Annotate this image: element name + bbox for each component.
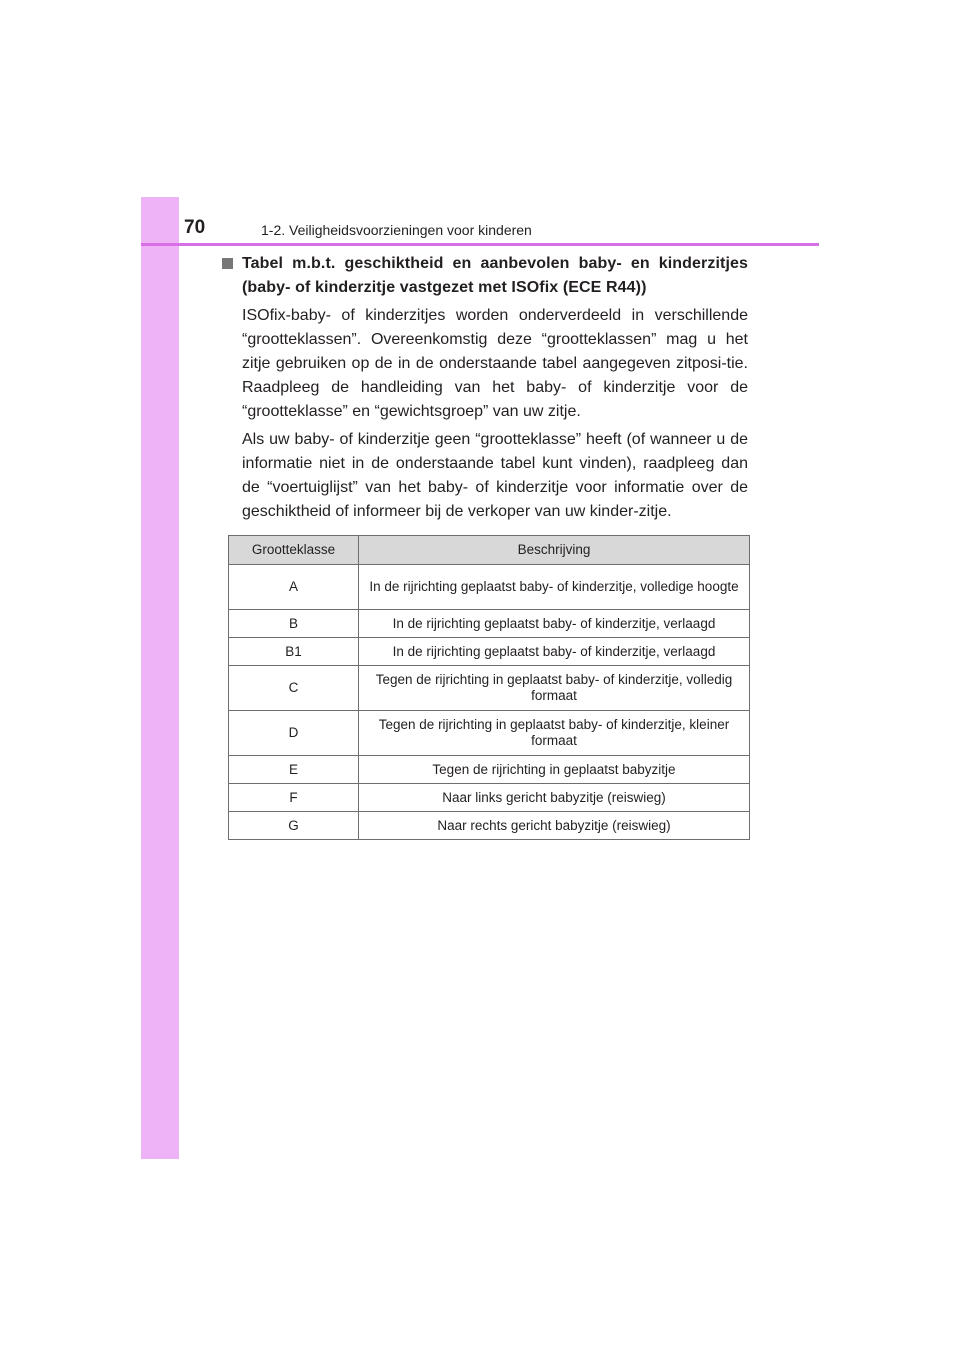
- section-title: 1-2. Veiligheidsvoorzieningen voor kinderen: [261, 222, 532, 238]
- size-cell: B: [229, 610, 359, 638]
- description-cell: Naar rechts gericht babyzitje (reiswieg): [359, 812, 750, 840]
- size-cell: A: [229, 565, 359, 610]
- size-cell: B1: [229, 638, 359, 666]
- description-cell: In de rijrichting geplaatst baby- of kinderzitje, volledige hoogte: [359, 565, 750, 610]
- subsection-heading-text: Tabel m.b.t. geschiktheid en aanbevolen baby- en kinderzitjes (baby- of kinderzitje vastgezet met ISOfix (ECE R44)): [242, 255, 748, 296]
- page-number-tab: [141, 197, 179, 245]
- description-cell: In de rijrichting geplaatst baby- of kinderzitje, verlaagd: [359, 638, 750, 666]
- description-cell: Tegen de rijrichting in geplaatst baby- of kinderzitje, volledig formaat: [359, 666, 750, 711]
- table-header-row: [229, 536, 750, 565]
- size-cell: E: [229, 756, 359, 784]
- table-row: [229, 711, 750, 756]
- header-rule: [141, 243, 819, 246]
- chapter-side-strip: [141, 197, 179, 1159]
- size-class-table: [228, 535, 750, 840]
- main-content: [222, 252, 748, 524]
- header-description: Beschrijving: [359, 536, 750, 565]
- table-row: [229, 812, 750, 840]
- table-row: [229, 638, 750, 666]
- square-bullet-icon: [222, 258, 233, 269]
- size-cell: C: [229, 666, 359, 711]
- description-cell: Tegen de rijrichting in geplaatst baby- of kinderzitje, kleiner formaat: [359, 711, 750, 756]
- description-cell: In de rijrichting geplaatst baby- of kinderzitje, verlaagd: [359, 610, 750, 638]
- table-row: [229, 565, 750, 610]
- table-row: [229, 756, 750, 784]
- page-number: 70: [184, 217, 206, 238]
- size-cell: G: [229, 812, 359, 840]
- size-cell: D: [229, 711, 359, 756]
- paragraph-vehicle-list: Als uw baby- of kinderzitje geen “grootteklasse” heeft (of wanneer u de informatie niet in de onderstaande tabel kunt vinden), raadpleeg dan de “voertuiglijst” van het baby- of kinderzitje voor informatie over de geschiktheid of informeer bij de verkoper van uw kinder-zitje.: [242, 431, 748, 520]
- table-row: [229, 610, 750, 638]
- subsection-heading: [222, 252, 748, 300]
- description-cell: Tegen de rijrichting in geplaatst babyzitje: [359, 756, 750, 784]
- table-row: [229, 666, 750, 711]
- paragraph-intro: ISOfix-baby- of kinderzitjes worden onderverdeeld in verschillende “grootteklassen”. Overeenkomstig deze “grootteklassen” mag u het zitje gebruiken op de in de onderstaande tabel aangegeven zitposi-tie. Raadpleeg de handleiding van het baby- of kinderzitje voor de “grootteklasse” en “gewichtsgroep” van uw zitje.: [242, 307, 748, 420]
- header-size-class: Grootteklasse: [229, 536, 359, 565]
- table-row: [229, 784, 750, 812]
- size-cell: F: [229, 784, 359, 812]
- description-cell: Naar links gericht babyzitje (reiswieg): [359, 784, 750, 812]
